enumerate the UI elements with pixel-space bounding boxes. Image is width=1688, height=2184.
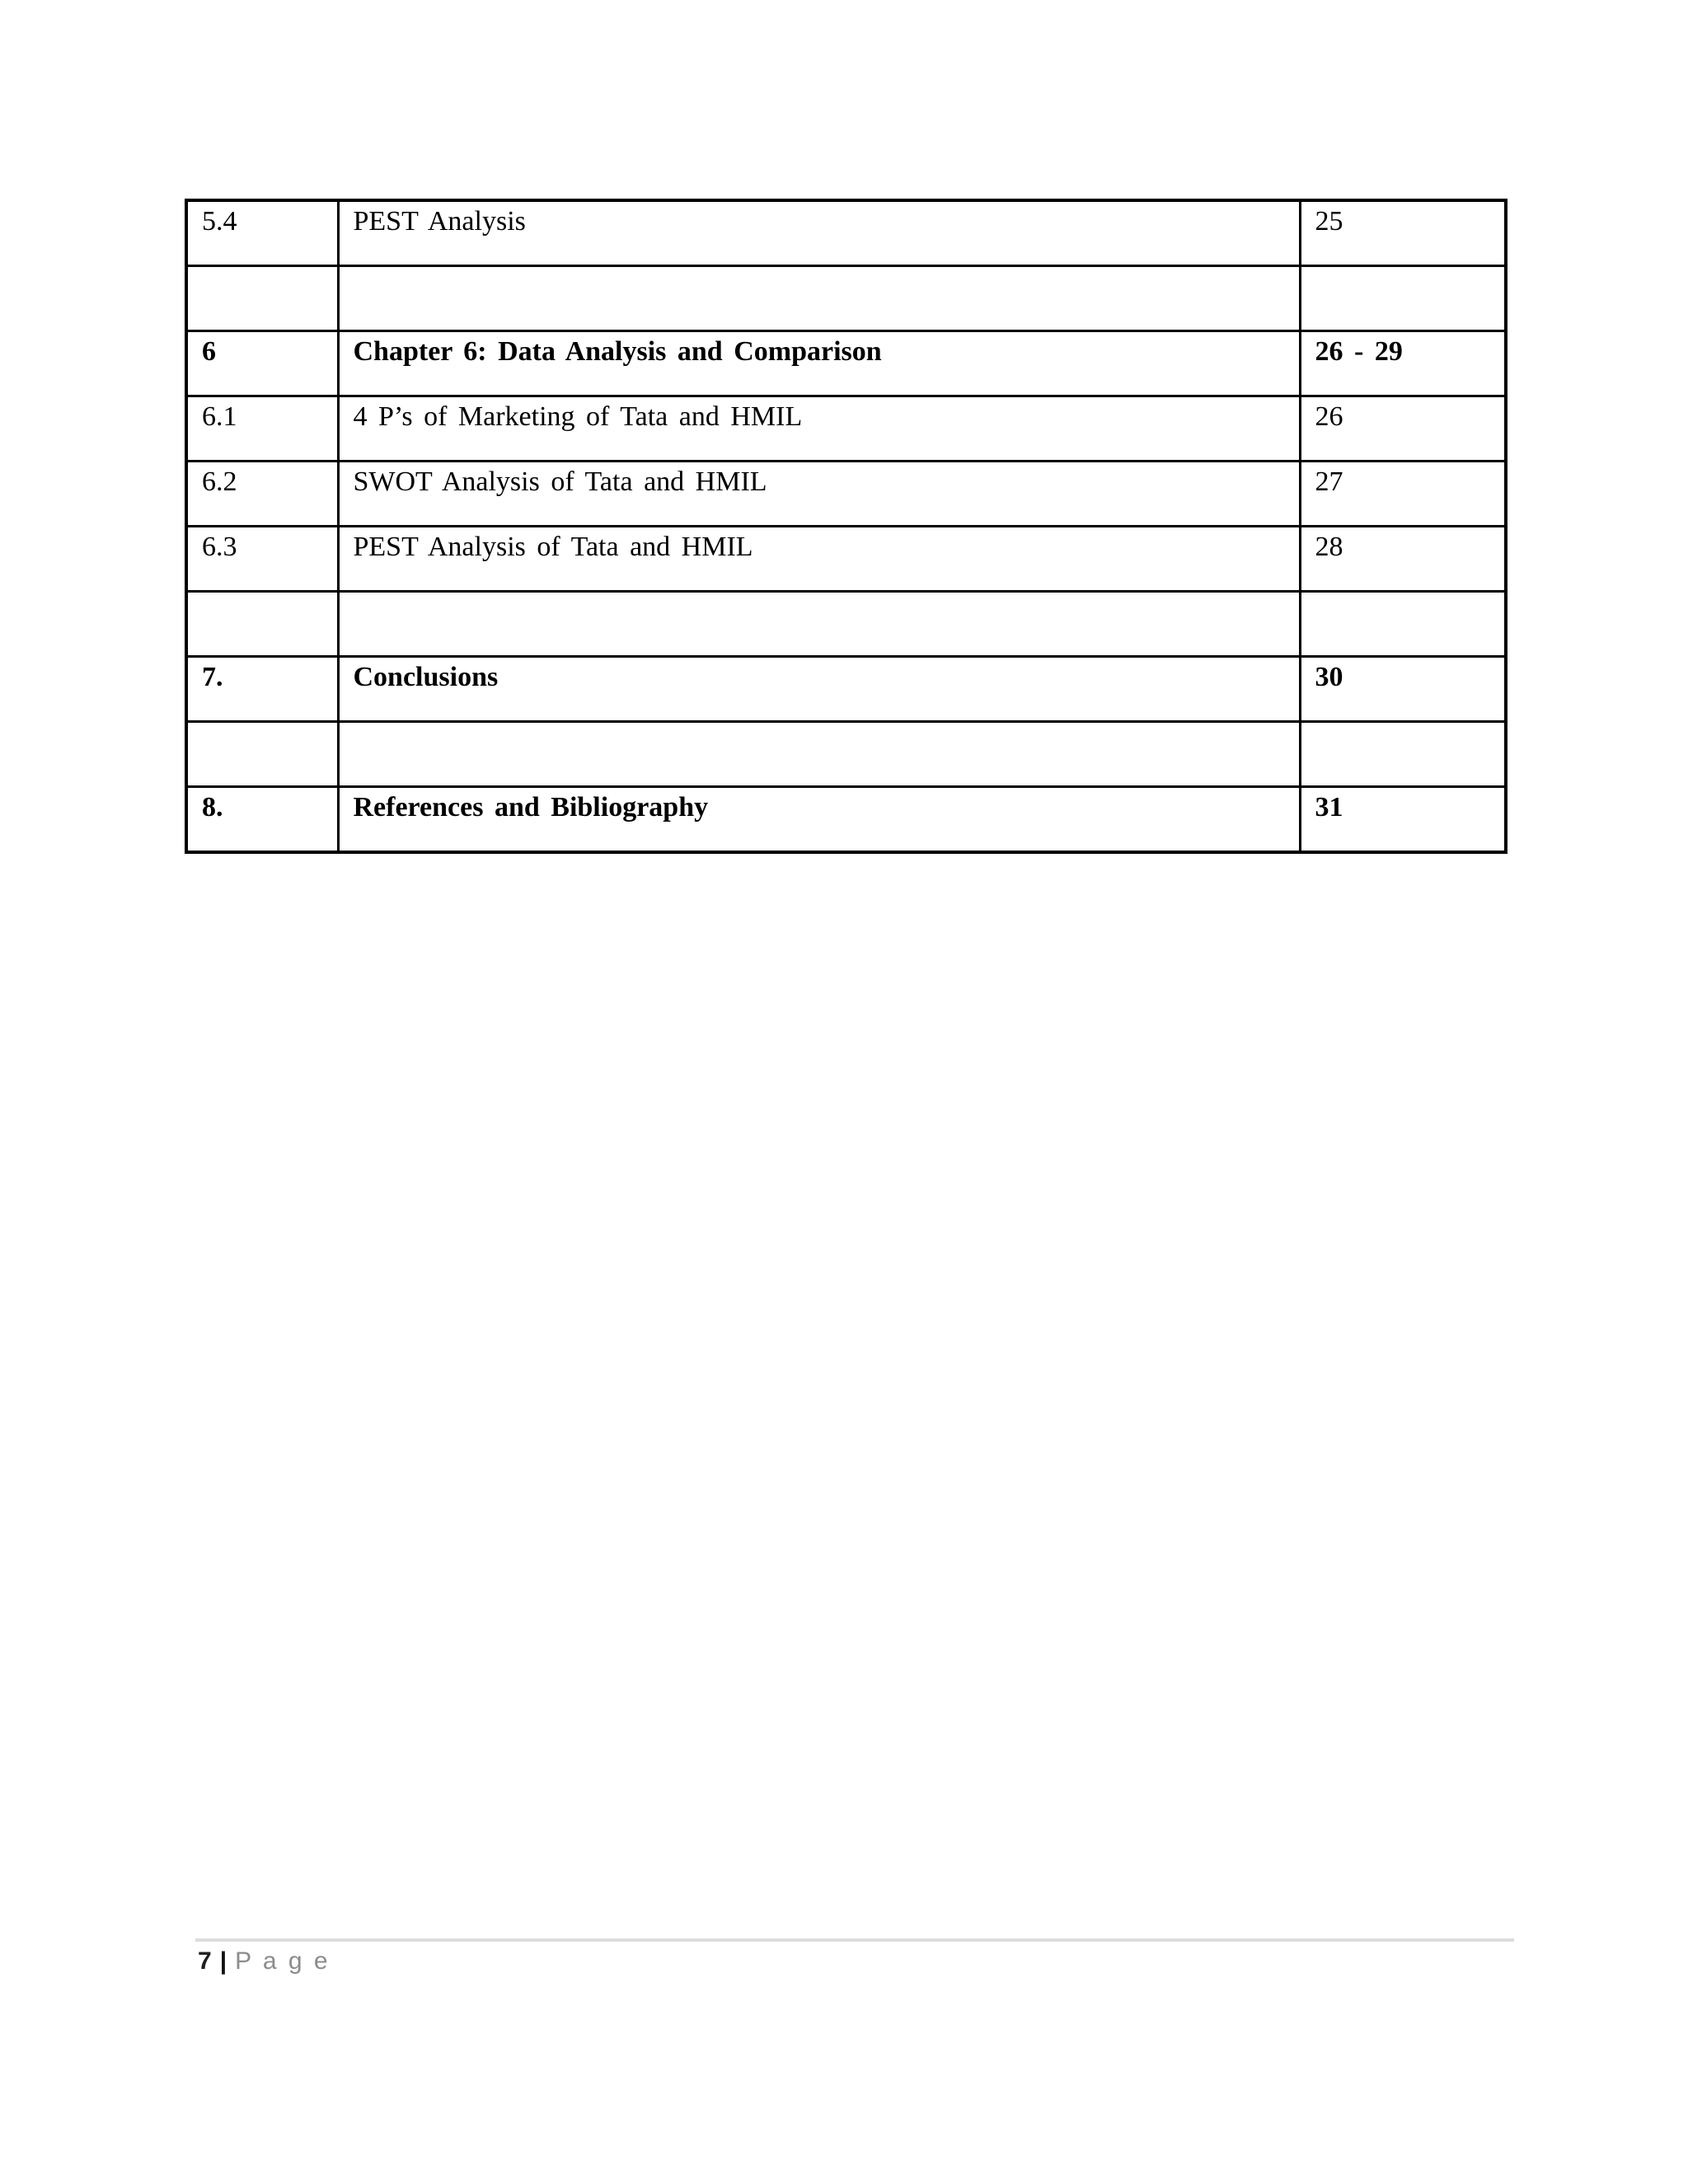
cell-page-number: 26 (1300, 396, 1506, 462)
cell-page-number: 31 (1300, 787, 1506, 853)
cell-section-title: PEST Analysis (338, 200, 1300, 266)
cell-section-title (338, 722, 1300, 787)
table-row-empty (186, 722, 1506, 787)
cell-section-title: References and Bibliography (338, 787, 1300, 853)
cell-section-number: 6.2 (186, 462, 338, 527)
table-row (186, 462, 1506, 527)
cell-page-number: 27 (1300, 462, 1506, 527)
page-footer (198, 1947, 331, 1976)
cell-page-number: 28 (1300, 527, 1506, 592)
cell-section-title: Conclusions (338, 657, 1300, 722)
toc-table (185, 199, 1507, 854)
table-row (186, 527, 1506, 592)
cell-section-title: 4 P’s of Marketing of Tata and HMIL (338, 396, 1300, 462)
cell-section-number: 5.4 (186, 200, 338, 266)
table-row (186, 200, 1506, 266)
cell-section-number: 6.3 (186, 527, 338, 592)
cell-section-number (186, 266, 338, 331)
footer-rule (195, 1938, 1514, 1942)
table-row-chapter (186, 657, 1506, 722)
cell-section-title (338, 266, 1300, 331)
cell-section-title: PEST Analysis of Tata and HMIL (338, 527, 1300, 592)
cell-page-number: 26 - 29 (1300, 331, 1506, 396)
cell-section-number (186, 592, 338, 657)
cell-section-number: 6 (186, 331, 338, 396)
cell-section-number: 6.1 (186, 396, 338, 462)
cell-page-number (1300, 592, 1506, 657)
table-row-empty (186, 266, 1506, 331)
cell-page-number (1300, 722, 1506, 787)
table-row-chapter (186, 787, 1506, 853)
footer-separator: | (219, 1947, 227, 1975)
cell-section-number: 8. (186, 787, 338, 853)
cell-section-title: Chapter 6: Data Analysis and Comparison (338, 331, 1300, 396)
table-row-chapter (186, 331, 1506, 396)
cell-section-title (338, 592, 1300, 657)
cell-page-number: 25 (1300, 200, 1506, 266)
cell-page-number: 30 (1300, 657, 1506, 722)
table-row (186, 396, 1506, 462)
cell-page-number (1300, 266, 1506, 331)
table-row-empty (186, 592, 1506, 657)
cell-section-title: SWOT Analysis of Tata and HMIL (338, 462, 1300, 527)
cell-section-number: 7. (186, 657, 338, 722)
footer-page-number: 7 (198, 1947, 212, 1975)
footer-page-label: P a g e (235, 1947, 331, 1975)
cell-section-number (186, 722, 338, 787)
